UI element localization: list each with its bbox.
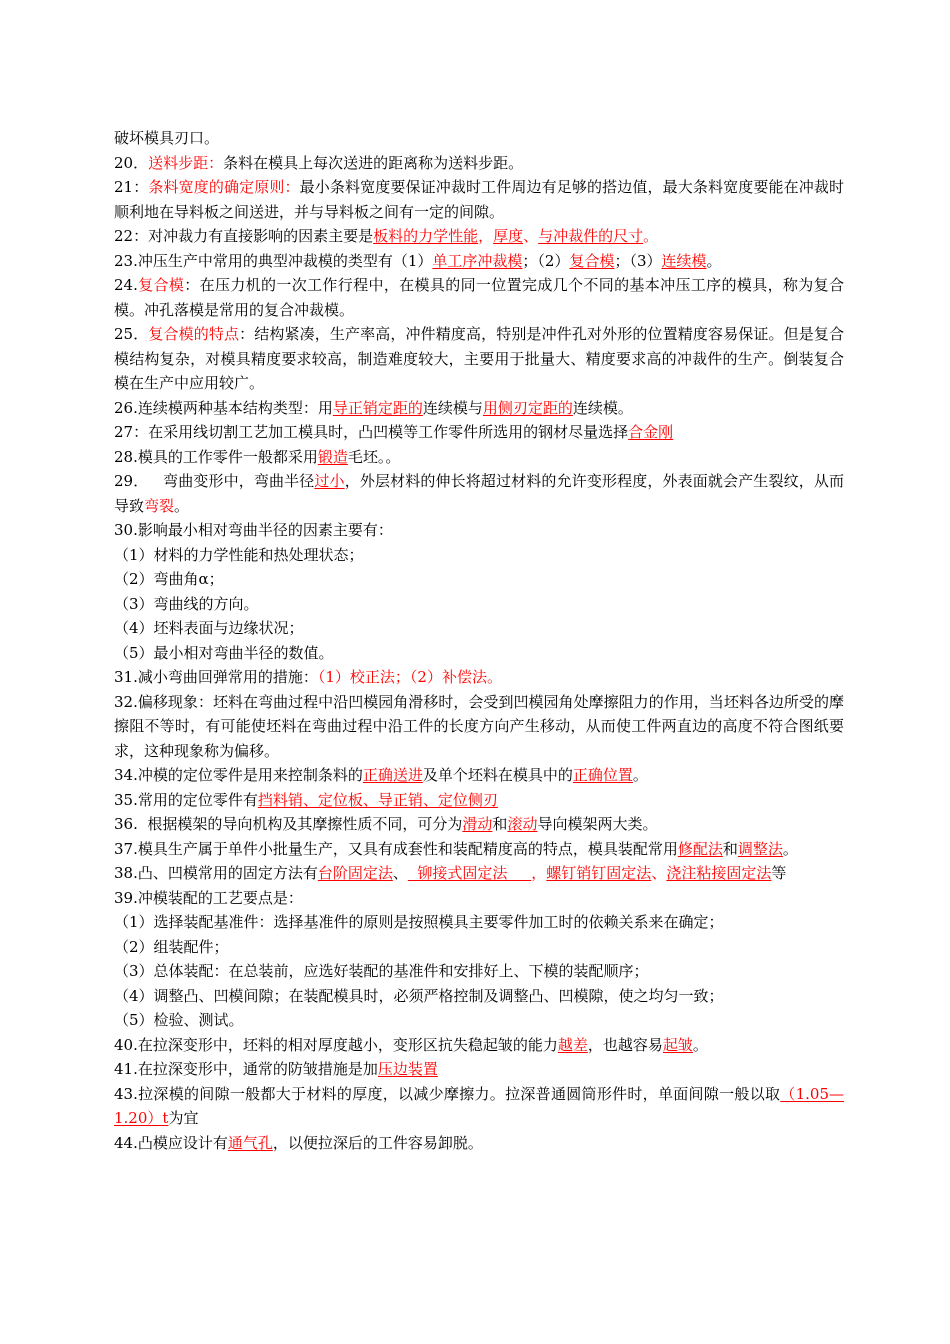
body-text: 25．: [114, 325, 149, 343]
body-text: （5）检验、测试。: [114, 1011, 244, 1029]
body-text: 连续模与: [422, 398, 483, 417]
answer-text: 过小: [314, 472, 345, 490]
paragraph-p37: [114, 837, 844, 862]
answer-text: 通气孔: [227, 1133, 273, 1152]
paragraph-p30: [114, 518, 844, 543]
highlight-text: 。: [643, 227, 659, 245]
body-text: 34.冲模的定位零件是用来控制条料的: [114, 766, 363, 784]
paragraph-p38: [114, 861, 844, 886]
body-text: 26.连续模两种基本结构类型：用: [114, 398, 333, 417]
body-text: 23.冲压生产中常用的典型冲裁模的类型有（1）: [114, 251, 433, 270]
answer-text: 合金刚: [628, 423, 674, 441]
body-text: 。: [692, 1035, 708, 1054]
answer-text: 用侧刃定距的: [482, 398, 573, 417]
paragraph-p30c: [114, 592, 844, 617]
body-text: 32.偏移现象：坯料在弯曲过程中沿凹模园角滑移时，会受到凹模园角处摩擦阻力的作用，当坯料各边所受的摩擦阻不等时，有可能使坯料在弯曲过程中沿工件的长度方向产生移动，从而使工件两直边的高度不符合图纸要求，这种现象称为偏移。: [114, 692, 844, 760]
body-text: 。: [632, 766, 648, 784]
body-text: 。: [174, 496, 190, 515]
body-text: 28.模具的工作零件一般都采用: [114, 447, 318, 466]
body-text: 最小条料宽度要保证冲裁时工件周边有足够的搭边值，最大条料宽度要能在冲裁时顺利地在导料板之间送进，并与导料板之间有一定的间隙。: [114, 178, 844, 221]
answer-text: 台阶固定法: [317, 864, 393, 882]
answer-text: 铆接式固定法: [407, 864, 532, 882]
body-text: ：结构紧凑，生产率高，冲件精度高，特别是冲件孔对外形的位置精度容易保证。但是复合模结构复杂，对模具精度要求较高，制造难度较大，主要用于批量大、精度要求高的冲裁件的生产。倒装复合模在生产中应用较广。: [114, 325, 844, 392]
body-text: 和: [722, 839, 738, 858]
answer-text: 滑动: [462, 815, 493, 833]
paragraph-p39b: [114, 935, 844, 960]
body-text: 29． 弯曲变形中，弯曲半径: [114, 472, 315, 490]
body-text: （1）选择装配基准件：选择基准件的原则是按照模具主要零件加工时的依赖关系来在确定；: [114, 913, 724, 931]
paragraph-p30b: [114, 567, 844, 592]
answer-text: 板料的力学性能: [373, 227, 479, 245]
paragraph-p34: [114, 763, 844, 788]
highlight-text: ，: [478, 227, 494, 245]
paragraph-p25: [114, 322, 844, 396]
answer-text: （1.05—1.20）t: [114, 1084, 844, 1127]
paragraph-p39c: [114, 959, 844, 984]
body-text: ；（2）: [522, 251, 570, 270]
body-text: （4）坯料表面与边缘状况；: [114, 619, 304, 637]
body-text: （1）材料的力学性能和热处理状态；: [114, 545, 364, 564]
body-text: 及单个坯料在模具中的: [422, 766, 573, 784]
body-text: 、: [392, 864, 408, 882]
paragraph-p20: [114, 151, 844, 176]
body-text: ，以便拉深后的工件容易卸脱。: [272, 1133, 483, 1152]
body-text: 毛坯。。: [347, 447, 401, 466]
body-text: 24.: [114, 276, 138, 294]
paragraph-p36: [114, 812, 844, 837]
body-text: （3）总体装配：在总装前，应选好装配的基准件和安排好上、下模的装配顺序；: [114, 962, 649, 980]
body-text: 。: [782, 839, 798, 858]
body-text: ，外层材料的伸长将超过材料的允许变形程度，外表面就会产生裂纹，从而导致: [114, 472, 844, 515]
paragraph-p24: [114, 273, 844, 322]
answer-text: 修配法: [677, 839, 723, 858]
answer-text: 调整法: [737, 839, 783, 858]
answer-text: 螺钉销钉固定法: [546, 864, 652, 882]
paragraph-p39a: [114, 910, 844, 935]
answer-text: 挡料销、定位板、导正销、定位侧刃: [257, 790, 498, 809]
body-text: 43.拉深模的间隙一般都大于材料的厚度，以减少摩擦力。拉深普通圆筒形件时，单面间隙一般以取: [114, 1084, 781, 1103]
answer-text: 起皱: [662, 1035, 693, 1054]
paragraph-p27: [114, 420, 844, 445]
body-text: 20．: [114, 153, 149, 172]
body-text: 条料在模具上每次送进的距离称为送料步距。: [223, 153, 524, 172]
paragraph-p39d: [114, 984, 844, 1009]
highlight-text: 条料宽度的确定原则：: [148, 178, 300, 196]
body-text: 等: [771, 864, 787, 882]
answer-text: 浇注粘接固定法: [666, 864, 772, 882]
paragraph-p29: [114, 469, 844, 518]
paragraph-p39e: [114, 1008, 844, 1033]
highlight-text: ，: [531, 864, 547, 882]
body-text: 22：对冲裁力有直接影响的因素主要是: [114, 227, 374, 245]
paragraph-p30a: [114, 543, 844, 568]
paragraph-p35: [114, 788, 844, 813]
answer-text: 复合模: [569, 251, 615, 270]
answer-text: 单工序冲裁模: [432, 251, 523, 270]
body-text: 破坏模具刃口。: [114, 129, 220, 147]
body-text: 41.在拉深变形中，通常的防皱措施是加: [114, 1060, 378, 1078]
body-text: 和: [492, 815, 508, 833]
body-text: 为宜: [168, 1109, 199, 1127]
body-text: 40.在拉深变形中，坯料的相对厚度越小，变形区抗失稳起皱的能力: [114, 1035, 558, 1054]
body-text: 38.凸、凹模常用的固定方法有: [114, 864, 318, 882]
body-text: （4）调整凸、凹模间隙；在装配模具时，必须严格控制及调整凸、凹模隙，使之均匀一致；: [114, 986, 724, 1005]
paragraph-p26: [114, 396, 844, 421]
answer-text: 滚动: [507, 815, 538, 833]
body-text: 。: [706, 251, 722, 270]
paragraph-p39: [114, 886, 844, 911]
paragraph-p32: [114, 690, 844, 764]
body-text: 36. 根据模架的导向机构及其摩擦性质不同，可分为: [114, 815, 463, 833]
paragraph-p43: [114, 1082, 844, 1131]
body-text: （2）弯曲角α；: [114, 570, 224, 588]
body-text: 导向模架两大类。: [537, 815, 658, 833]
highlight-text: 复合模的特点: [148, 325, 240, 343]
highlight-text: 、: [651, 864, 667, 882]
paragraph-p30e: [114, 641, 844, 666]
body-text: 39.冲模装配的工艺要点是：: [114, 888, 303, 907]
body-text: ，也越容易: [587, 1035, 663, 1054]
paragraph-p21: [114, 175, 844, 224]
highlight-text: 、: [523, 227, 539, 245]
body-text: （5）最小相对弯曲半径的数值。: [114, 643, 334, 662]
answer-text: 连续模: [661, 251, 707, 270]
body-text: 31.减小弯曲回弹常用的措施：: [114, 668, 318, 686]
answer-text: 与冲裁件的尺寸: [538, 227, 644, 245]
answer-text: 导正销定距的: [332, 398, 423, 417]
paragraph-p40: [114, 1033, 844, 1058]
answer-text: 正确位置: [572, 766, 633, 784]
highlight-text: [114, 668, 502, 686]
body-text: （2）组装配件；: [114, 937, 229, 956]
answer-text: 厚度: [493, 227, 524, 245]
paragraph-p44: [114, 1131, 844, 1156]
highlight-text: 弯裂: [144, 496, 175, 515]
highlight-text: 复合模: [137, 276, 185, 294]
highlight-text: （1）校正法；（2）补偿法。: [317, 668, 502, 686]
paragraph-p23: [114, 249, 844, 274]
paragraph-p30d: [114, 616, 844, 641]
body-text: 35.常用的定位零件有: [114, 790, 258, 809]
body-text: 44.凸模应设计有: [114, 1133, 228, 1152]
body-text: （3）弯曲线的方向。: [114, 594, 259, 613]
answer-text: 压边装置: [377, 1060, 438, 1078]
paragraph-p22: [114, 224, 844, 249]
body-text: 37.模具生产属于单件小批量生产，又具有成套性和装配精度高的特点，模具装配常用: [114, 839, 678, 858]
body-text: ；（3）: [614, 251, 662, 270]
body-text: 30.影响最小相对弯曲半径的因素主要有：: [114, 521, 393, 539]
body-text: 21：: [114, 178, 149, 196]
answer-text: 越差: [557, 1035, 588, 1054]
body-text: 27：在采用线切割工艺加工模具时，凸凹模等工作零件所选用的钢材尽量选择: [114, 423, 629, 441]
paragraph-p19: [114, 126, 844, 151]
answer-text: 正确送进: [362, 766, 423, 784]
answer-text: 锻造: [317, 447, 348, 466]
highlight-text: 送料步距：: [148, 153, 224, 172]
paragraph-p31: [114, 665, 844, 690]
body-text: 连续模。: [572, 398, 633, 417]
paragraph-p28: [114, 445, 844, 470]
body-text: ：在压力机的一次工作行程中，在模具的同一位置完成几个不同的基本冲压工序的模具，称为复合模。冲孔落模是常用的复合冲裁模。: [114, 276, 844, 319]
paragraph-p41: [114, 1057, 844, 1082]
document-body: [114, 126, 844, 1155]
